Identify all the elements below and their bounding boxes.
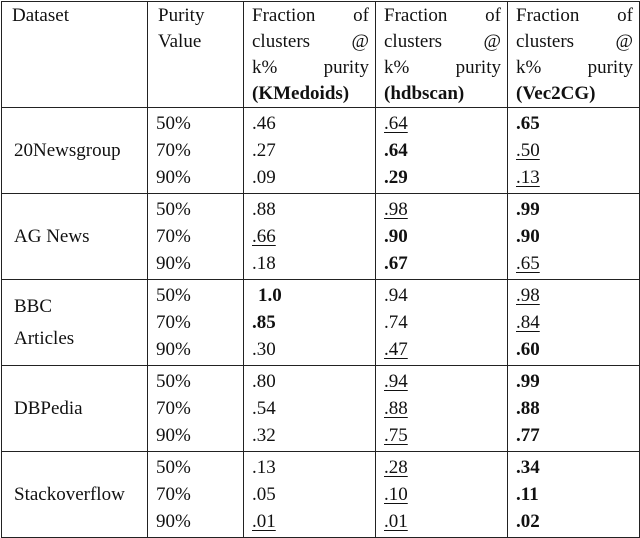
kmedoids-values (244, 366, 376, 452)
kmedoids-value: .09 (252, 167, 276, 188)
dataset-row (2, 194, 640, 280)
hdbscan-values (376, 280, 508, 366)
purity-value: 50% (156, 199, 191, 220)
purity-value: 90% (156, 511, 191, 532)
hdbscan-value: .64 (384, 140, 408, 161)
dataset-name-line: Stackoverflow (14, 483, 125, 505)
hdbscan-values (376, 366, 508, 452)
kmedoids-value: .27 (252, 140, 276, 161)
dataset-name (2, 366, 148, 452)
vec2cg-value: .88 (516, 398, 540, 419)
hdbscan-value: .74 (384, 312, 408, 333)
purity-values (148, 280, 244, 366)
kmedoids-value: .01 (252, 511, 276, 532)
vec2cg-value: .77 (516, 425, 540, 446)
dataset-name-line: 20Newsgroup (14, 139, 121, 161)
kmedoids-value: .30 (252, 339, 276, 360)
hdbscan-value: .75 (384, 425, 408, 446)
purity-value: 90% (156, 167, 191, 188)
purity-value: 90% (156, 253, 191, 274)
hdbscan-values (376, 452, 508, 538)
header-row (2, 2, 640, 108)
header-hdbscan: Fraction of clusters @ k% purity (hdbscan) (376, 2, 508, 108)
dataset-row (2, 108, 640, 194)
vec2cg-value: .84 (516, 312, 540, 333)
kmedoids-value: 1.0 (258, 285, 282, 306)
purity-value: 50% (156, 113, 191, 134)
kmedoids-value: .88 (252, 199, 276, 220)
purity-values (148, 366, 244, 452)
kmedoids-value: .66 (252, 226, 276, 247)
purity-value: 90% (156, 425, 191, 446)
vec2cg-values (508, 366, 640, 452)
header-kmedoids: Fraction of clusters @ k% purity (KMedoids) (244, 2, 376, 108)
vec2cg-values (508, 452, 640, 538)
purity-value: 70% (156, 312, 191, 333)
dataset-name (2, 452, 148, 538)
vec2cg-value: .99 (516, 199, 540, 220)
dataset-name-line: DBPedia (14, 397, 83, 419)
hdbscan-value: .94 (384, 371, 408, 392)
hdbscan-value: .64 (384, 113, 408, 134)
kmedoids-value: .13 (252, 457, 276, 478)
purity-value: 50% (156, 285, 191, 306)
header-dataset: Dataset (2, 2, 148, 108)
vec2cg-value: .34 (516, 457, 540, 478)
vec2cg-value: .02 (516, 511, 540, 532)
kmedoids-value: .05 (252, 484, 276, 505)
header-vec2cg: Fraction of clusters @ k% purity (Vec2CG) (508, 2, 640, 108)
dataset-name-line: AG News (14, 225, 90, 247)
kmedoids-values (244, 452, 376, 538)
hdbscan-value: .47 (384, 339, 408, 360)
dataset-name-line: BBC (14, 295, 53, 317)
vec2cg-value: .65 (516, 113, 540, 134)
dataset-row (2, 280, 640, 366)
purity-value: 90% (156, 339, 191, 360)
dataset-row (2, 452, 640, 538)
dataset-name (2, 194, 148, 280)
vec2cg-value: .98 (516, 285, 540, 306)
dataset-name (2, 280, 148, 366)
vec2cg-value: .13 (516, 167, 540, 188)
kmedoids-value: .32 (252, 425, 276, 446)
kmedoids-values (244, 108, 376, 194)
kmedoids-value: .46 (252, 113, 276, 134)
kmedoids-values (244, 280, 376, 366)
hdbscan-value: .10 (384, 484, 408, 505)
purity-value: 70% (156, 484, 191, 505)
vec2cg-values (508, 280, 640, 366)
hdbscan-value: .90 (384, 226, 408, 247)
vec2cg-value: .90 (516, 226, 540, 247)
hdbscan-value: .29 (384, 167, 408, 188)
vec2cg-value: .50 (516, 140, 540, 161)
purity-values (148, 194, 244, 280)
vec2cg-values (508, 108, 640, 194)
purity-value: 70% (156, 140, 191, 161)
results-table (1, 1, 640, 538)
header-purity-value: Purity Value (148, 2, 244, 108)
purity-value: 50% (156, 371, 191, 392)
purity-values (148, 108, 244, 194)
hdbscan-value: .67 (384, 253, 408, 274)
purity-values (148, 452, 244, 538)
kmedoids-value: .85 (252, 312, 276, 333)
dataset-name (2, 108, 148, 194)
hdbscan-values (376, 108, 508, 194)
hdbscan-values (376, 194, 508, 280)
hdbscan-value: .98 (384, 199, 408, 220)
kmedoids-values (244, 194, 376, 280)
vec2cg-value: .11 (516, 484, 539, 505)
hdbscan-value: .88 (384, 398, 408, 419)
vec2cg-value: .60 (516, 339, 540, 360)
hdbscan-value: .28 (384, 457, 408, 478)
vec2cg-value: .65 (516, 253, 540, 274)
purity-value: 50% (156, 457, 191, 478)
kmedoids-value: .18 (252, 253, 276, 274)
purity-value: 70% (156, 398, 191, 419)
kmedoids-value: .80 (252, 371, 276, 392)
hdbscan-value: .94 (384, 285, 408, 306)
dataset-row (2, 366, 640, 452)
hdbscan-value: .01 (384, 511, 408, 532)
kmedoids-value: .54 (252, 398, 276, 419)
vec2cg-values (508, 194, 640, 280)
vec2cg-value: .99 (516, 371, 540, 392)
purity-value: 70% (156, 226, 191, 247)
dataset-name-line: Articles (14, 327, 75, 349)
